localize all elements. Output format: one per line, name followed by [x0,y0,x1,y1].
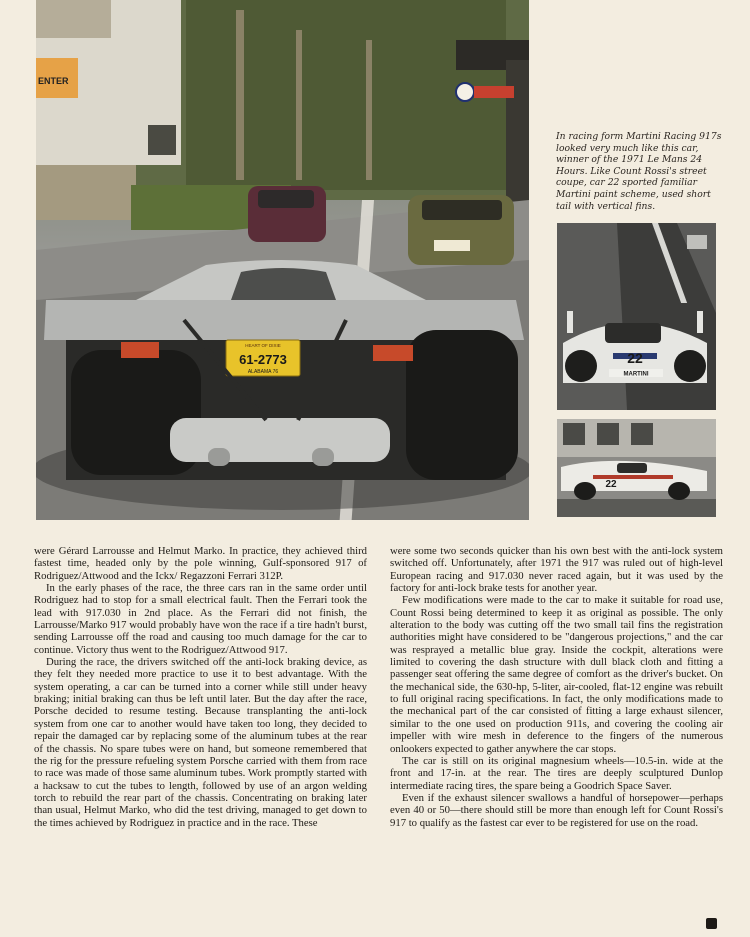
sign-text: ENTER [38,76,69,86]
porsche-917-rear-view-photo [36,0,529,520]
plate-number: 61-2773 [239,352,287,367]
right-paragraph-3: The car is still on its original magnesium wheels—10.5-in. wide at the front and 17-in. at the rear. The tires are deeply sculptured Dunlop intermediate racing tires, the spare being a Goodrich Space Saver. [390,754,723,792]
main-photo [36,0,529,520]
end-of-article-icon [706,918,717,929]
martini-917-front-image [557,223,716,410]
plate-bottom-text: ALABAMA 76 [247,369,279,375]
left-paragraph-1: were Gérard Larrousse and Helmut Marko. In practice, they achieved third fastest time, headed only by the pole winning, Gulf-sponsored 917 of Rodriguez/Attwood and the Ickx/ Regazzoni Ferrari 312P. [34,545,367,582]
article-column-right [390,545,723,829]
martini-917-side-photo [557,419,716,517]
left-paragraph-2: In the early phases of the race, the three cars ran in the same order until Rodriguez had to stop for a small electrical fault. Then the Ferrari took the lead with 917.030 in 2nd place. As the Ferrari did not finish, the Larrousse/Marko 917 would probably have won the race if a tire hadn't burst, sending Larrousse off the road and causing too much damage for the car to continue. Victory thus went to the Rodriguez/Attwood 917. [34,582,367,656]
car-number-22-side: 22 [605,479,617,490]
right-paragraph-4: Even if the exhaust silencer swallows a handful of horsepower—perhaps even 40 or 50—there should still be more than enough left for Count Rossi's 917 to qualify as the fastest car ever to be registered for use on the road. [390,791,723,829]
photo-caption: In racing form Martini Racing 917s looked very much like this car, winner of the 1971 Le Mans 24 Hours. Like Count Rossi's street coupe, car 22 sported familiar Martini paint scheme, used short tail with vertical fins. [556,131,722,212]
car-number-22: 22 [627,350,643,366]
plate-top-text: HEART OF DIXIE [245,343,281,348]
martini-917-front-photo [557,223,716,410]
right-paragraph-2: Few modifications were made to the car to make it suitable for road use, Count Rossi being determined to keep it as original as possible. The only alteration to the body was cutting off the two small tail fins the registration authorities might have considered to be "dangerous projections," and the car was resprayed a metallic blue gray. Inside the cockpit, alterations were limited to covering the dash structure with dull black cloth and fitting a passenger seat offering the same degree of comfort as the driver's bucket. On the mechanical side, the 630-hp, 5-liter, air-cooled, flat-12 engine was rebuilt to full original racing specifications. In fact, the only modifications made to the mechanical part of the car consisted of fitting a large exhaust silencer, similar to the one used on production 911s, and covering the cooling air impeller with wire mesh in deference to the fingers of the numerous onlookers expected to gather anywhere the car stops. [390,594,723,755]
right-paragraph-1: were some two seconds quicker than his own best with the anti-lock system switched off. Unfortunately, after 1971 the 917 was ruled out of high-level European racing and 917.030 never raced again, but it was used by the factory for anti-lock brake tests for another year. [390,545,723,595]
left-paragraph-3: During the race, the drivers switched off the anti-lock braking device, as they felt they needed more practice to use it to best advantage. With the system operating, a car can be turned into a corner while still under heavy braking; initial braking can thus be left until later. But the day after the race, Porsche decided to resume testing. Because transplanting the anti-lock system from one car to another would have taken too long, they decided to repair the damaged car by replacing some of the aluminum tubes at the rear of the chassis. No spare tubes were on hand, but someone remembered that the rig for the pressure refueling system Porsche carried with them from race to race was made of those same aluminum tubes. Work promptly started with a hacksaw to cut the tubes to length, followed by use of an argon welding torch to rebuild the rear part of the chassis. Concentrating on braking later than usual, Helmut Marko, who did the test driving, managed to get down to the times achieved by Rodriguez in practice and in the race. These [34,656,367,829]
martini-917-side-image [557,419,716,517]
article-column-left [34,545,367,829]
martini-text: MARTINI [623,371,649,378]
